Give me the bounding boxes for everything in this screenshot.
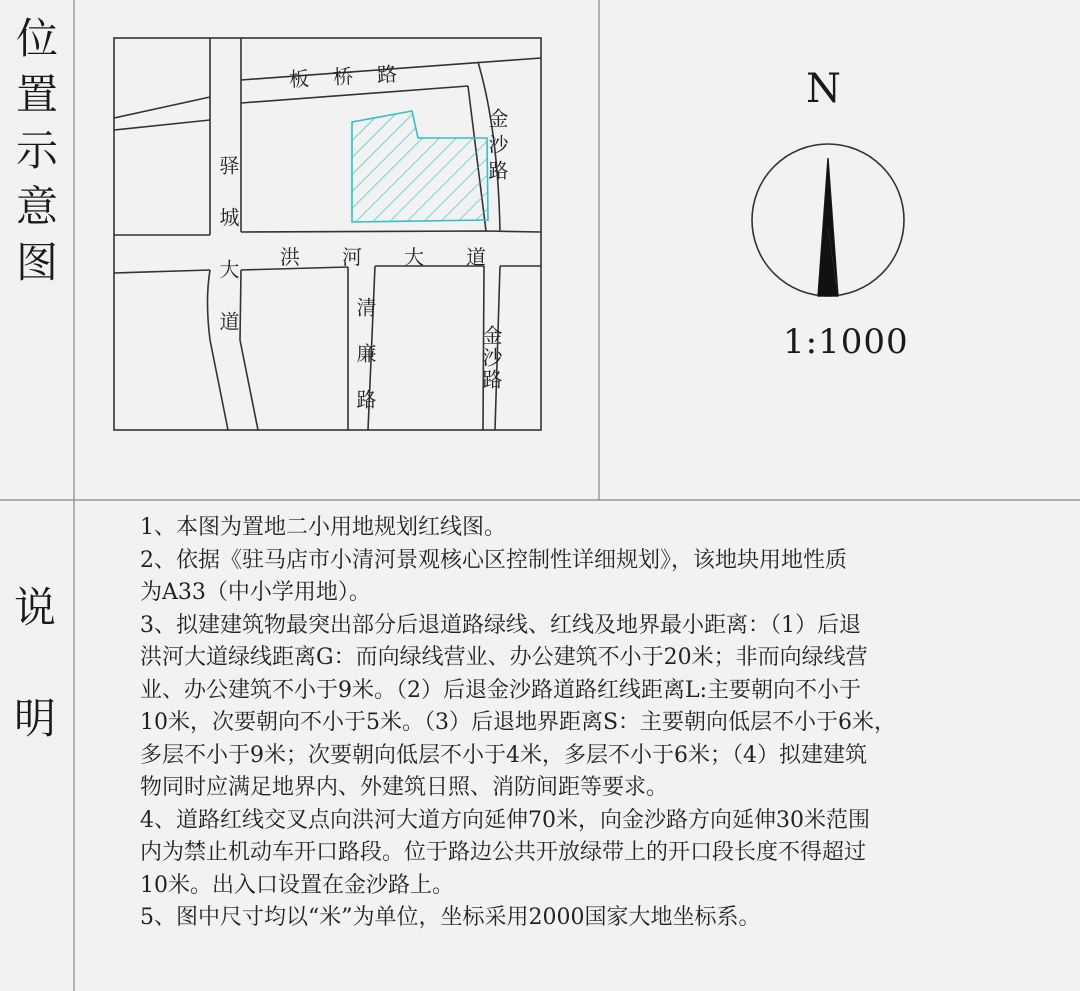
road-label-banqiao: 板桥路 bbox=[288, 60, 422, 92]
note-line: 5、图中尺寸均以“米”为单位，坐标采用2000国家大地坐标系。 bbox=[140, 905, 761, 930]
road-label-jinsha-north: 金沙路 bbox=[485, 108, 509, 186]
scale-label: 1:1000 bbox=[783, 322, 909, 362]
location-diagram-header: 位置示意图 bbox=[10, 16, 59, 296]
road-label-yicheng: 驿城大道 bbox=[216, 155, 240, 363]
road-label-jinsha-south: 金沙路 bbox=[479, 325, 503, 391]
note-line: 物同时应满足地界内、外建筑日照、消防间距等要求。 bbox=[140, 775, 669, 800]
notes-header-char-2: 明 bbox=[14, 694, 57, 743]
note-line: 内为禁止机动车开口路段。位于路边公共开放绿带上的开口段长度不得超过 bbox=[140, 840, 867, 865]
road-label-qinglian: 清廉路 bbox=[353, 297, 377, 435]
note-line: 为A33（中小学用地）。 bbox=[140, 580, 371, 605]
note-line: 洪河大道绿线距离G：而向绿线营业、办公建筑不小于20米；非而向绿线营 bbox=[140, 645, 868, 670]
note-line: 2、依据《驻马店市小清河景观核心区控制性详细规划》，该地块用地性质 bbox=[140, 547, 847, 573]
note-line: 3、拟建建筑物最突出部分后退道路绿线、红线及地界最小距离：（1）后退 bbox=[140, 612, 861, 638]
note-line: 10米，次要朝向不小于5米。（3）后退地界距离S：主要朝向低层不小于6米， bbox=[140, 710, 897, 735]
notes-text bbox=[140, 512, 1040, 935]
note-line: 4、道路红线交叉点向洪河大道方向延伸70米，向金沙路方向延伸30米范围 bbox=[140, 807, 870, 833]
north-label: N bbox=[806, 66, 841, 112]
note-line: 多层不小于9米；次要朝向低层不小于4米，多层不小于6米；（4）拟建建筑 bbox=[140, 742, 867, 768]
note-line: 10米。出入口设置在金沙路上。 bbox=[140, 872, 454, 898]
notes-header-char-1: 说 bbox=[14, 583, 57, 632]
note-line: 业、办公建筑不小于9米。（2）后退金沙路道路红线距离L:主要朝向不小于 bbox=[140, 677, 862, 703]
note-line: 1、本图为置地二小用地规划红线图。 bbox=[140, 515, 506, 540]
road-label-honghe: 洪河大道 bbox=[280, 245, 528, 269]
